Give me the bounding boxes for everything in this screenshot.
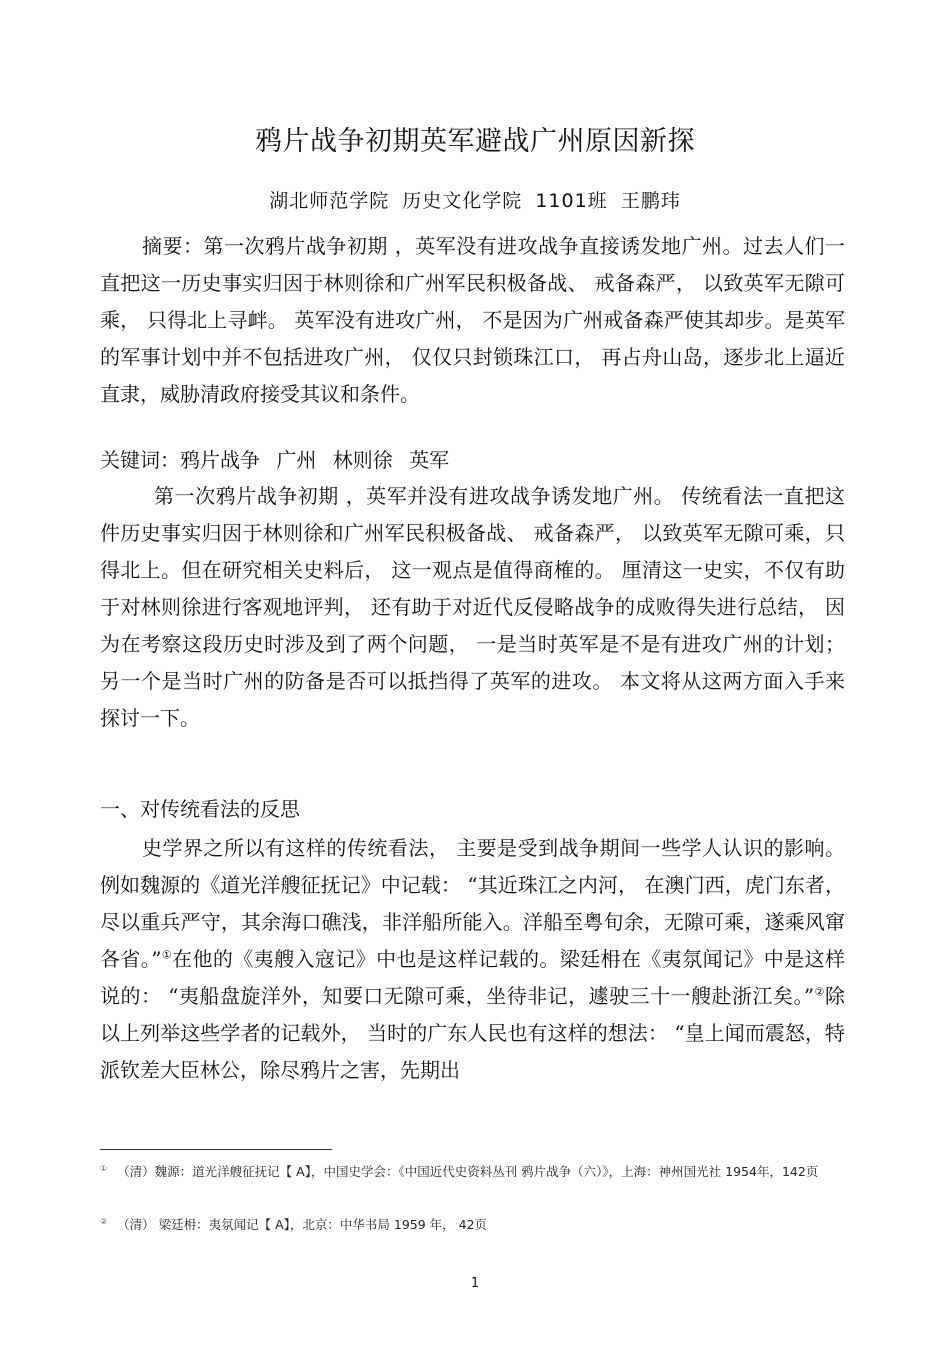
section-text-part1: 史学界之所以有这样的传统看法， 主要是受到战争期间一些学人认识的影响。例如魏源的《道光洋艘征抚记》中记载： “其近珠江之内河， 在澳门西，虎门东者，尽以重兵严守，其余海口礁浅，非洋船所能入。洋船至粤旬余，无隙可乘，遂乘风窜各省。” (100, 836, 845, 971)
footnote-1-mark: ① (100, 1164, 108, 1173)
section-heading: 一、对传统看法的反思 (100, 797, 300, 821)
section-paragraph (100, 830, 845, 1089)
author-line: 湖北师范学院 历史文化学院 1101班 王鹏玮 (269, 190, 681, 212)
footnote-2-text: （清） 梁廷枏：夷氛闻记【 A】，北京：中华书局 1959 年， 42页 (117, 1217, 488, 1233)
footnote-1-text: （清）魏源：道光洋艘征抚记【 A】，中国史学会：《中国近代史资料丛刊 鸦片战争（六）》，上海：神州国光社 1954年，142页 (117, 1164, 819, 1180)
page-number: 1 (470, 1276, 480, 1291)
footnote-2 (100, 1211, 850, 1236)
footnote-ref-1[interactable]: ① (161, 948, 173, 962)
footnote-ref-2[interactable]: ② (814, 985, 825, 999)
section-text-part2: 在他的《夷艘入寇记》中也是这样记载的。梁廷枏在《夷氛闻记》中是这样说的： “夷船盘旋洋外，知要口无隙可乘，坐待非记，遽驶三十一艘赴浙江矣。” (100, 947, 845, 1008)
paper-title: 鸦片战争初期英军避战广州原因新探 (255, 126, 695, 157)
intro-paragraph: 第一次鸦片战争初期 ，英军并没有进攻战争诱发地广州。 传统看法一直把这件历史事实归因于林则徐和广州军民积极备战、 戒备森严， 以致英军无隙可乘，只得北上。但在研究相关史料后， 这一观点是值得商榷的。 厘清这一史实，不仅有助于对林则徐进行客观地评判， 还有助于对近代反侵略战争的成败得失进行总结， 因为在考察这段历史时涉及到了两个问题， 一是当时英军是不是有进攻广州的计划； 另一个是当时广州的防备是否可以抵挡得了英军的进攻。 本文将从这两方面入手来探讨一下。 (100, 484, 845, 730)
keywords-line: 关键词：鸦片战争 广州 林则徐 英军 (100, 448, 450, 472)
footnote-1 (100, 1158, 850, 1183)
footnote-2-mark: ② (100, 1217, 108, 1226)
abstract-paragraph: 摘要：第一次鸦片战争初期 ，英军没有进攻战争直接诱发地广州。过去人们一直把这一历史事实归因于林则徐和广州军民积极备战、 戒备森严， 以致英军无隙可乘， 只得北上寻衅。 英军没有进攻广州， 不是因为广州戒备森严使其却步。是英军的军事计划中并不包括进攻广州， 仅仅只封锁珠江口， 再占舟山岛，逐步北上逼近直隶，威胁清政府接受其议和条件。 (100, 234, 845, 406)
footnote-separator (100, 1149, 332, 1150)
section-text-part3: 除以上列举这些学者的记载外， 当时的广东人民也有这样的想法： “皇上闻而震怒，特派钦差大臣林公，除尽鸦片之害，先期出 (100, 984, 845, 1082)
